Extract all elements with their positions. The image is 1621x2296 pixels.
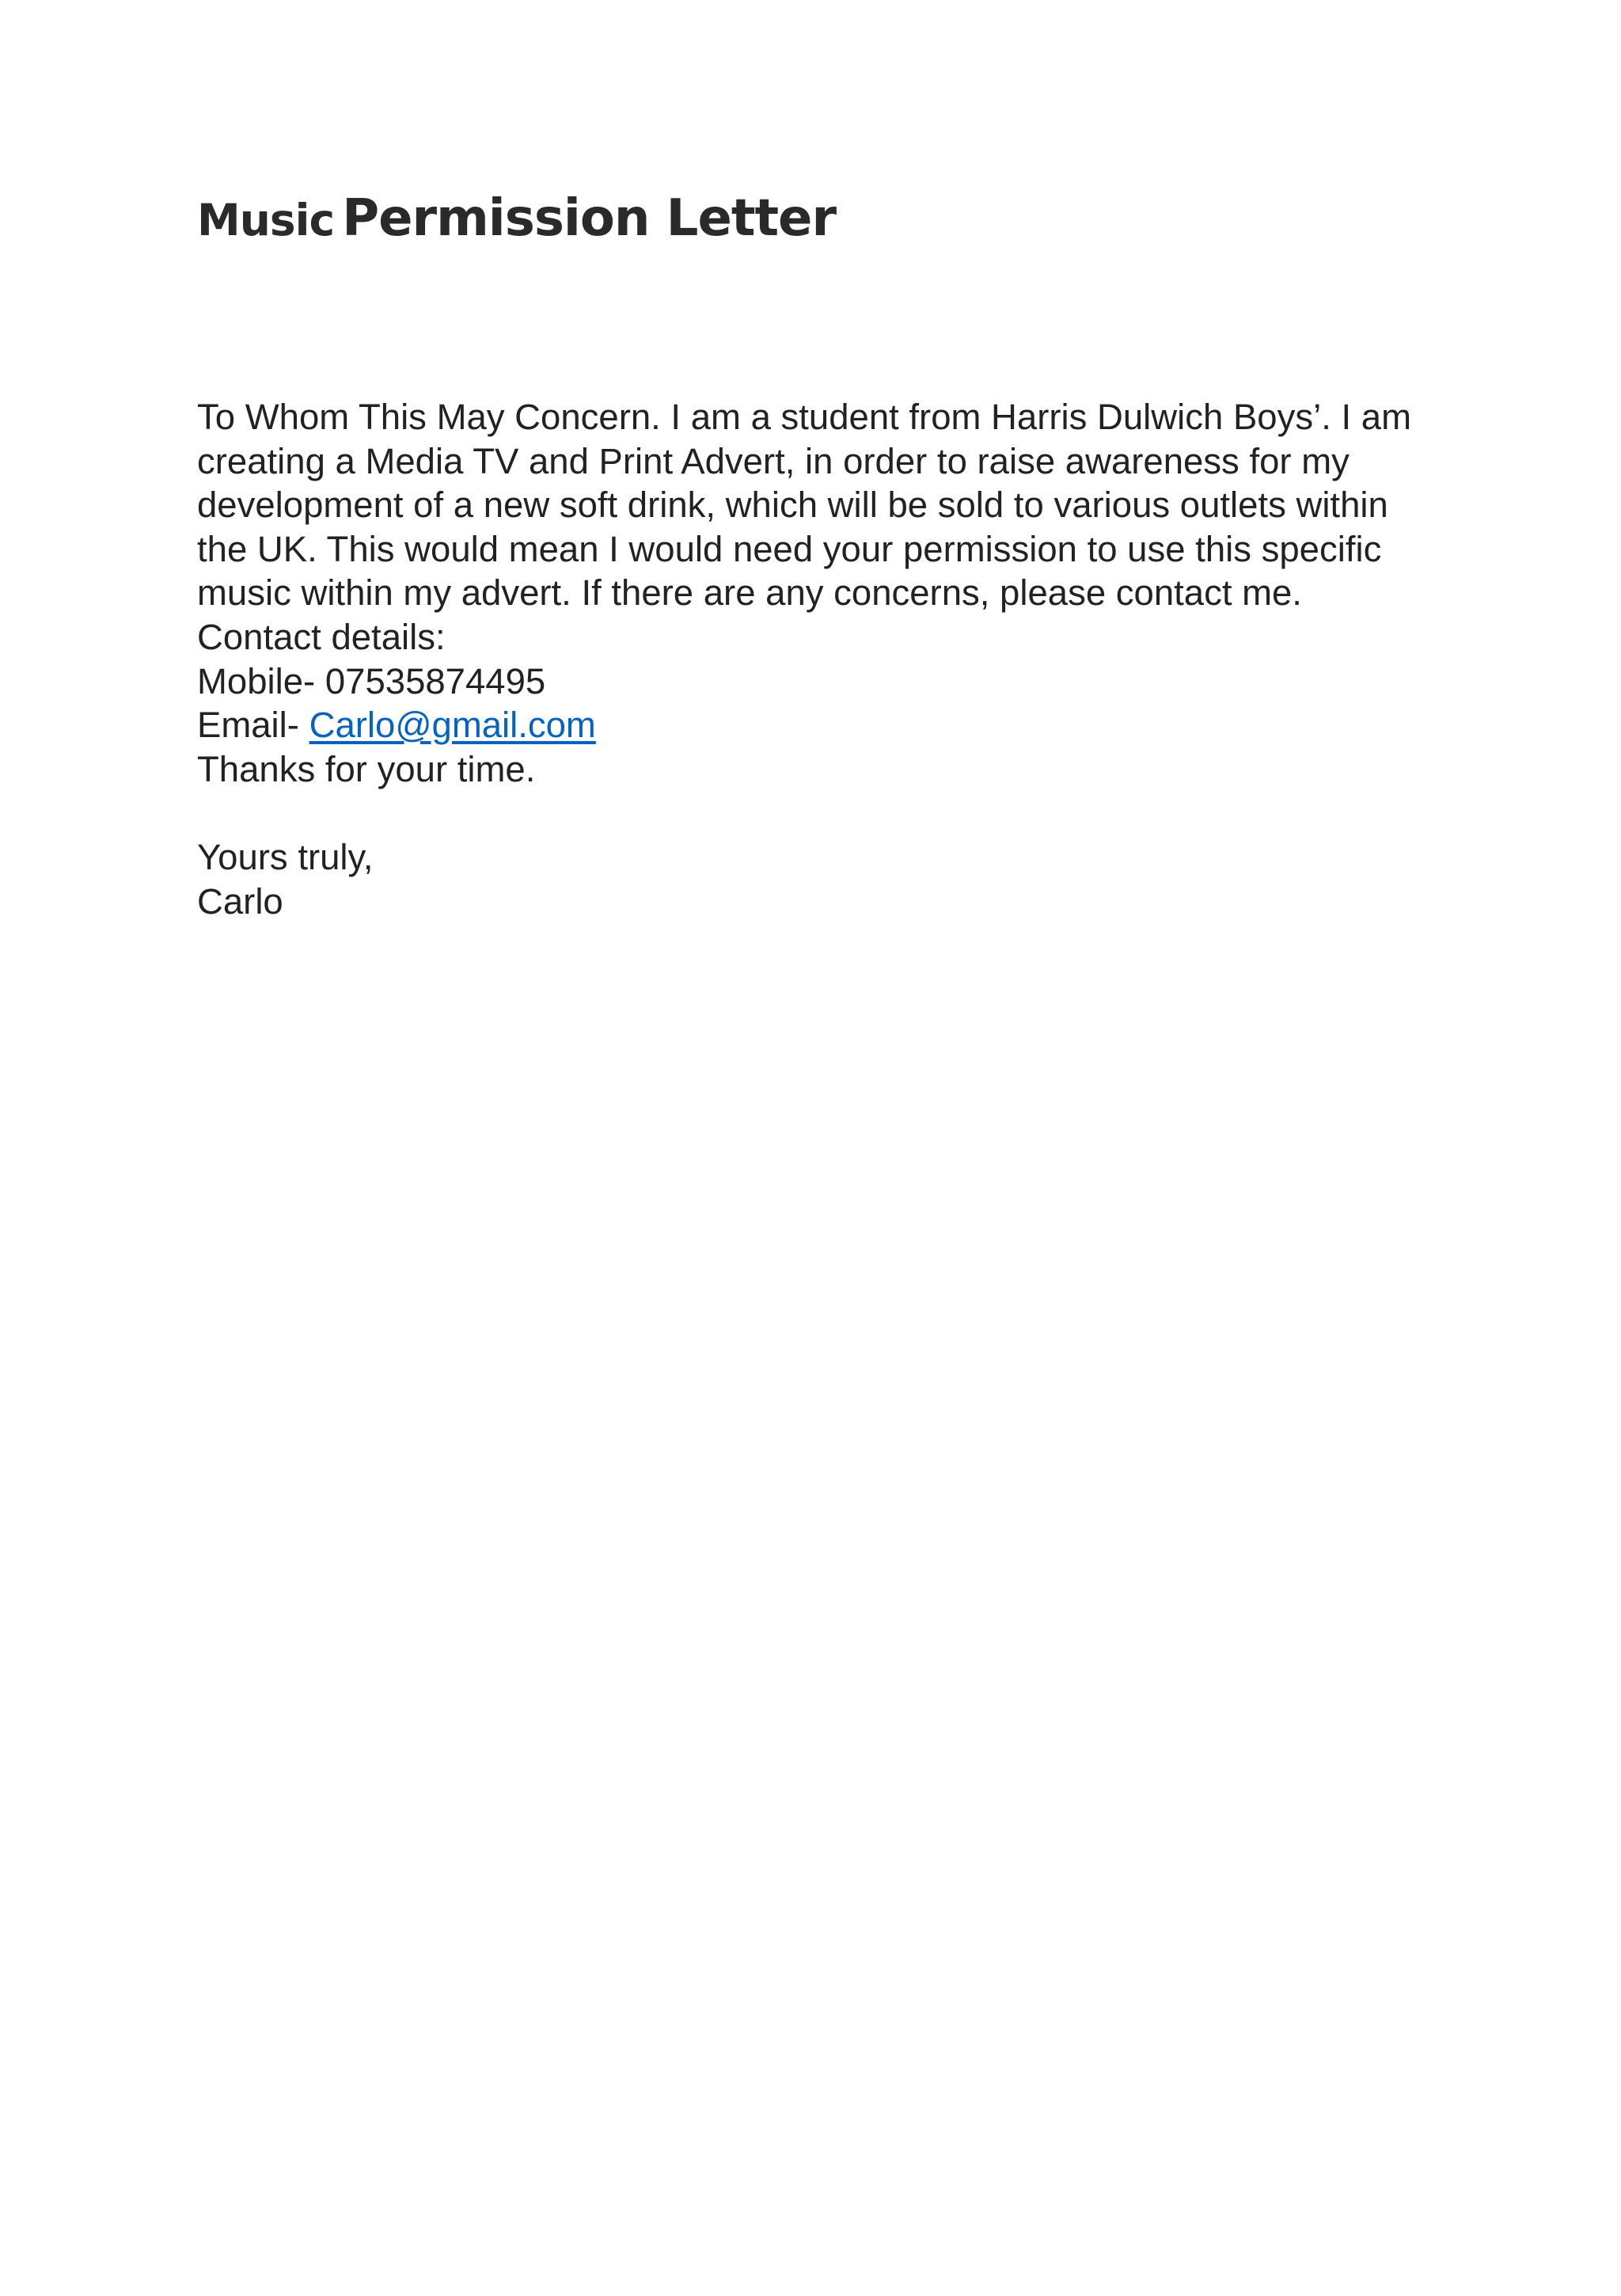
page-title [197, 189, 837, 248]
mobile-number: 07535874495 [325, 660, 546, 701]
contact-heading: Contact details: [197, 616, 446, 657]
title-word-music: Music [197, 195, 335, 245]
body-paragraph: To Whom This May Concern. I am a student from Harris Dulwich Boys’. I am creating a Media TV and Print Advert, in order to raise awareness for my development of a new soft drink, which will be sold to various outlets within the UK. This would mean I would need your permission to use this specific music within my advert. If there are any concerns, please contact me. [197, 397, 1411, 614]
thanks-line: Thanks for your time. [197, 748, 536, 789]
email-link[interactable]: Carlo@gmail.com [309, 705, 596, 746]
title-word-permission-letter: Permission Letter [342, 189, 837, 248]
signature: Carlo [197, 880, 283, 922]
letter-body [197, 395, 1448, 923]
mobile-label: Mobile- [197, 660, 316, 701]
email-label: Email- [197, 705, 299, 746]
email-line [197, 703, 1448, 747]
closing-line: Yours truly, [197, 836, 374, 877]
blank-line [197, 791, 1448, 835]
mobile-line [197, 660, 1448, 704]
